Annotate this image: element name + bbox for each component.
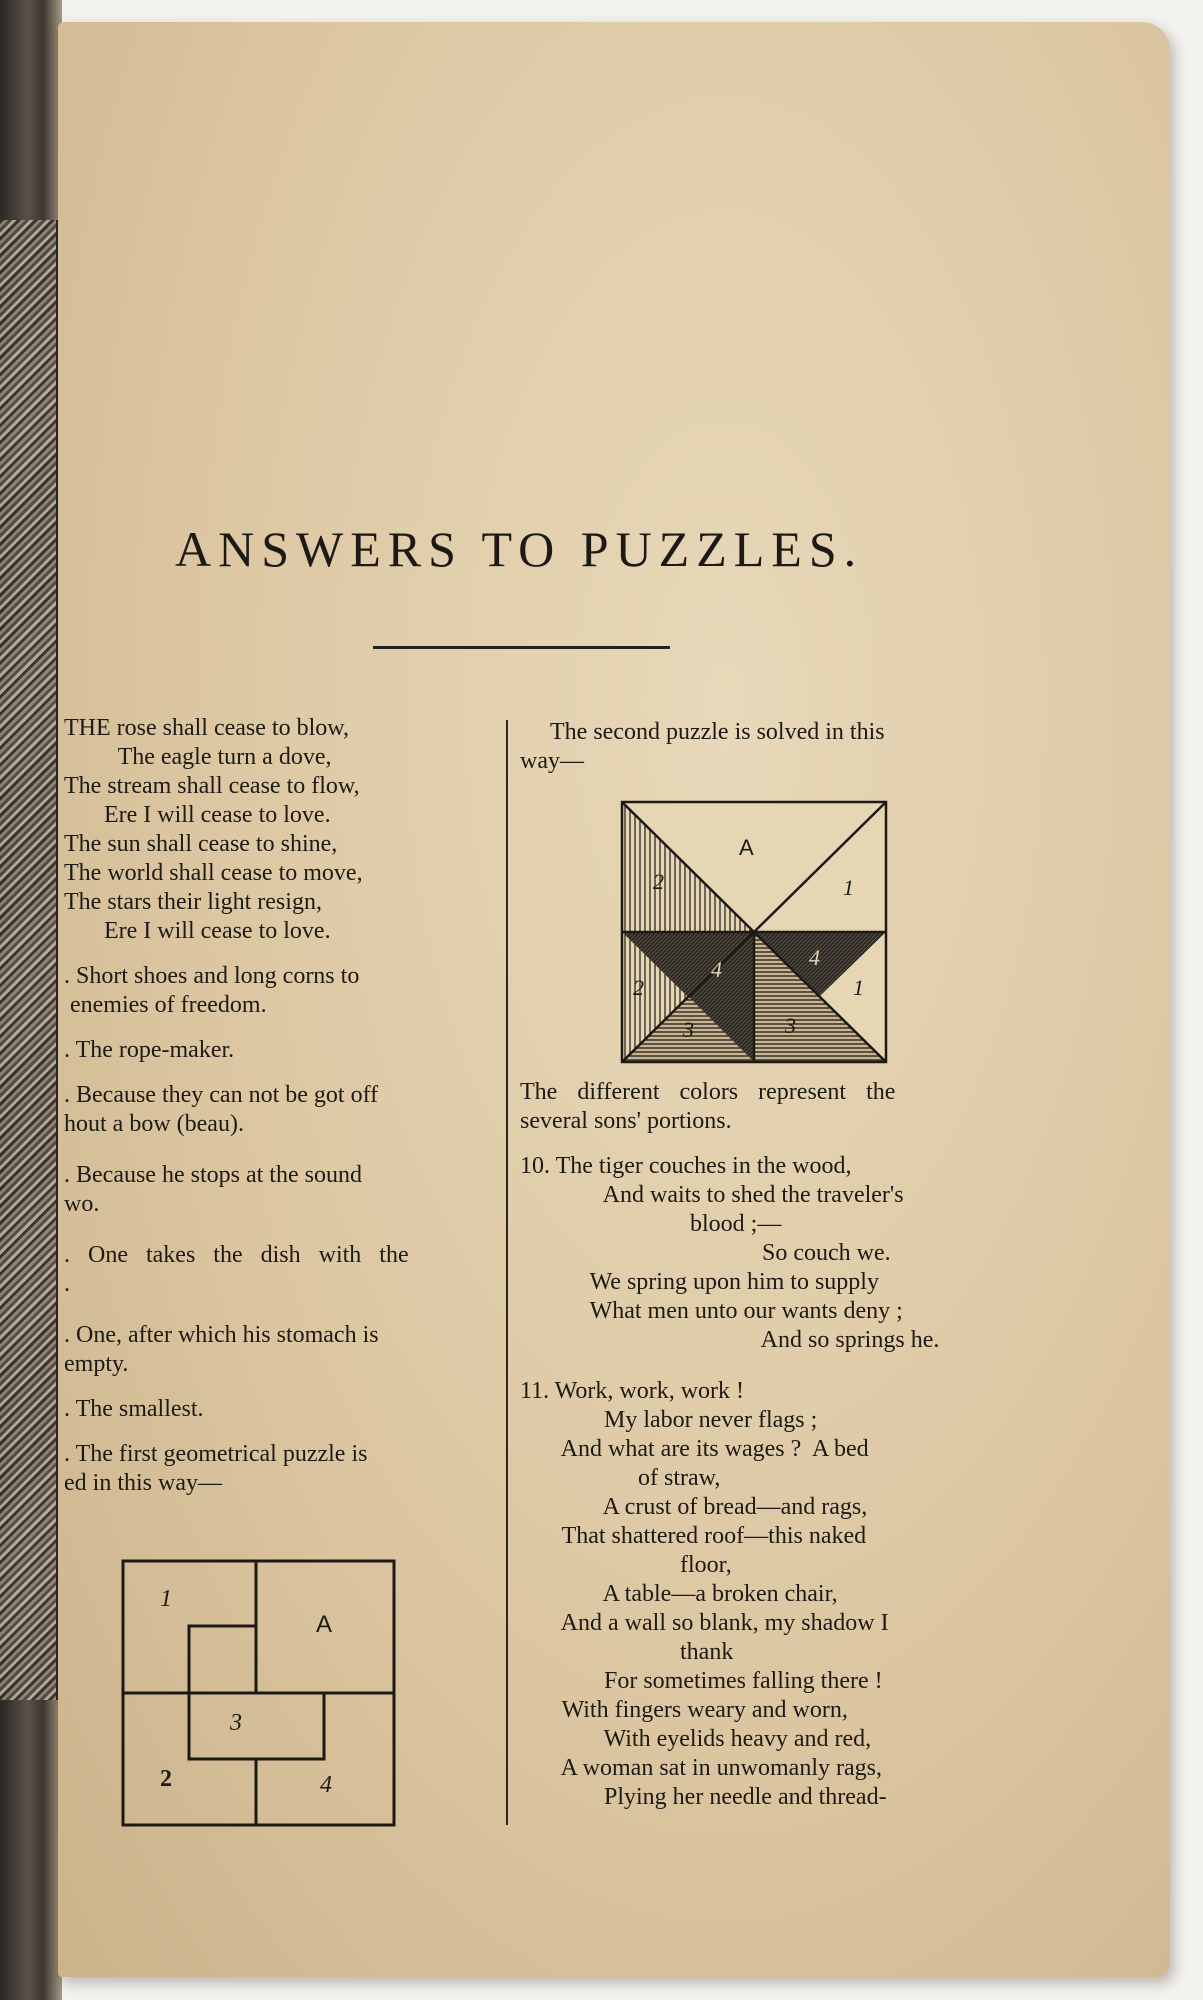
- figure-2-label: 4: [711, 957, 722, 982]
- figure-1-label: A: [316, 1611, 333, 1638]
- text-line: Plying her needle and thread-: [568, 1784, 887, 1810]
- text-line: hout a bow (beau).: [64, 1111, 244, 1137]
- text-line: enemies of freedom.: [64, 992, 267, 1018]
- figure-2-label: 2: [653, 869, 664, 894]
- text-line: thank: [602, 1639, 734, 1665]
- text-line: way—: [520, 748, 584, 774]
- answer-11-poem: [520, 1377, 980, 1812]
- figure-2-label: 4: [809, 945, 820, 970]
- text-line: . Because they can not be got off: [64, 1082, 379, 1108]
- text-line: That shattered roof—this naked: [544, 1523, 867, 1549]
- answer-9: [64, 1440, 500, 1498]
- text-line: Ere I will cease to love.: [92, 802, 331, 828]
- text-line: A crust of bread—and rags,: [568, 1494, 868, 1520]
- answer-10-poem: [520, 1152, 980, 1355]
- text-line: And a wall so blank, my shadow I: [544, 1610, 889, 1636]
- figure-2-label: 3: [785, 1013, 796, 1038]
- answer-8: [64, 1395, 500, 1424]
- answer-second-puzzle-intro: [520, 718, 980, 776]
- text-line: What men unto our wants deny ;: [554, 1298, 903, 1324]
- text-line: . Short shoes and long corns to: [64, 963, 360, 989]
- text-line: . The first geometrical puzzle is: [64, 1441, 368, 1467]
- figure-1-label: 1: [160, 1586, 172, 1612]
- answer-4: [64, 1081, 500, 1139]
- text-line: A table—a broken chair,: [568, 1581, 838, 1607]
- text-line: The different colors represent the: [520, 1079, 896, 1105]
- text-line: So couch we.: [660, 1240, 891, 1266]
- figure-2-label: 2: [633, 975, 644, 1000]
- text-line: . One, after which his stomach is: [64, 1322, 379, 1348]
- answer-6: [64, 1241, 500, 1299]
- figure-1-label: 2: [160, 1766, 172, 1792]
- text-line: . Because he stops at the sound: [64, 1162, 362, 1188]
- left-column: [64, 714, 500, 1498]
- text-line: blood ;—: [612, 1211, 782, 1237]
- column-divider: [506, 720, 508, 1825]
- answer-1-poem: [64, 714, 500, 946]
- text-line: And so springs he.: [660, 1327, 940, 1353]
- figure-caption: [520, 1078, 980, 1136]
- text-line: wo.: [64, 1191, 100, 1217]
- text-line: .: [64, 1271, 70, 1297]
- text-line: THE rose shall cease to blow,: [64, 715, 350, 741]
- text-line: of straw,: [602, 1465, 721, 1491]
- text-line: 10. The tiger couches in the wood,: [520, 1153, 852, 1179]
- text-line: A woman sat in unwomanly rags,: [544, 1755, 882, 1781]
- answer-7: [64, 1321, 500, 1379]
- figure-2-label: 3: [683, 1017, 694, 1042]
- answer-5: [64, 1161, 500, 1219]
- text-line: ed in this way—: [64, 1470, 222, 1496]
- text-line: My labor never flags ;: [568, 1407, 818, 1433]
- answer-3: [64, 1036, 500, 1065]
- figure-2-label: 1: [853, 975, 864, 1000]
- figure-1-label: 3: [230, 1710, 242, 1736]
- text-line: The stars their light resign,: [64, 889, 322, 915]
- text-line: Ere I will cease to love.: [92, 918, 331, 944]
- text-line: The eagle turn a dove,: [106, 744, 332, 770]
- text-line: . One takes the dish with the: [64, 1242, 409, 1268]
- page-title: ANSWERS TO PUZZLES.: [175, 521, 864, 577]
- text-line: empty.: [64, 1351, 129, 1377]
- text-line: The stream shall cease to flow,: [64, 773, 360, 799]
- text-line: . The rope-maker.: [64, 1037, 235, 1063]
- text-line: With fingers weary and worn,: [544, 1697, 848, 1723]
- text-line: floor,: [602, 1552, 732, 1578]
- text-line: The world shall cease to move,: [64, 860, 363, 886]
- text-line: . The smallest.: [64, 1396, 204, 1422]
- text-line: We spring upon him to supply: [554, 1269, 879, 1295]
- figure-shaded-puzzle: [619, 799, 889, 1065]
- figure-square-puzzle: [120, 1558, 397, 1828]
- figure-2-label: 1: [843, 875, 854, 900]
- text-line: For sometimes falling there !: [568, 1668, 883, 1694]
- figure-2-label: A: [739, 835, 754, 860]
- text-line: 11. Work, work, work !: [520, 1378, 745, 1404]
- text-line: several sons' portions.: [520, 1108, 732, 1134]
- text-line: And what are its wages ? A bed: [544, 1436, 869, 1462]
- figure-1-label: 4: [320, 1772, 332, 1798]
- text-line: And waits to shed the traveler's: [568, 1182, 904, 1208]
- text-line: The sun shall cease to shine,: [64, 831, 338, 857]
- title-rule: [373, 646, 670, 649]
- answer-2: [64, 962, 500, 1020]
- facing-page-engraving: [0, 220, 58, 1700]
- text-line: The second puzzle is solved in this: [550, 719, 885, 745]
- text-line: With eyelids heavy and red,: [568, 1726, 872, 1752]
